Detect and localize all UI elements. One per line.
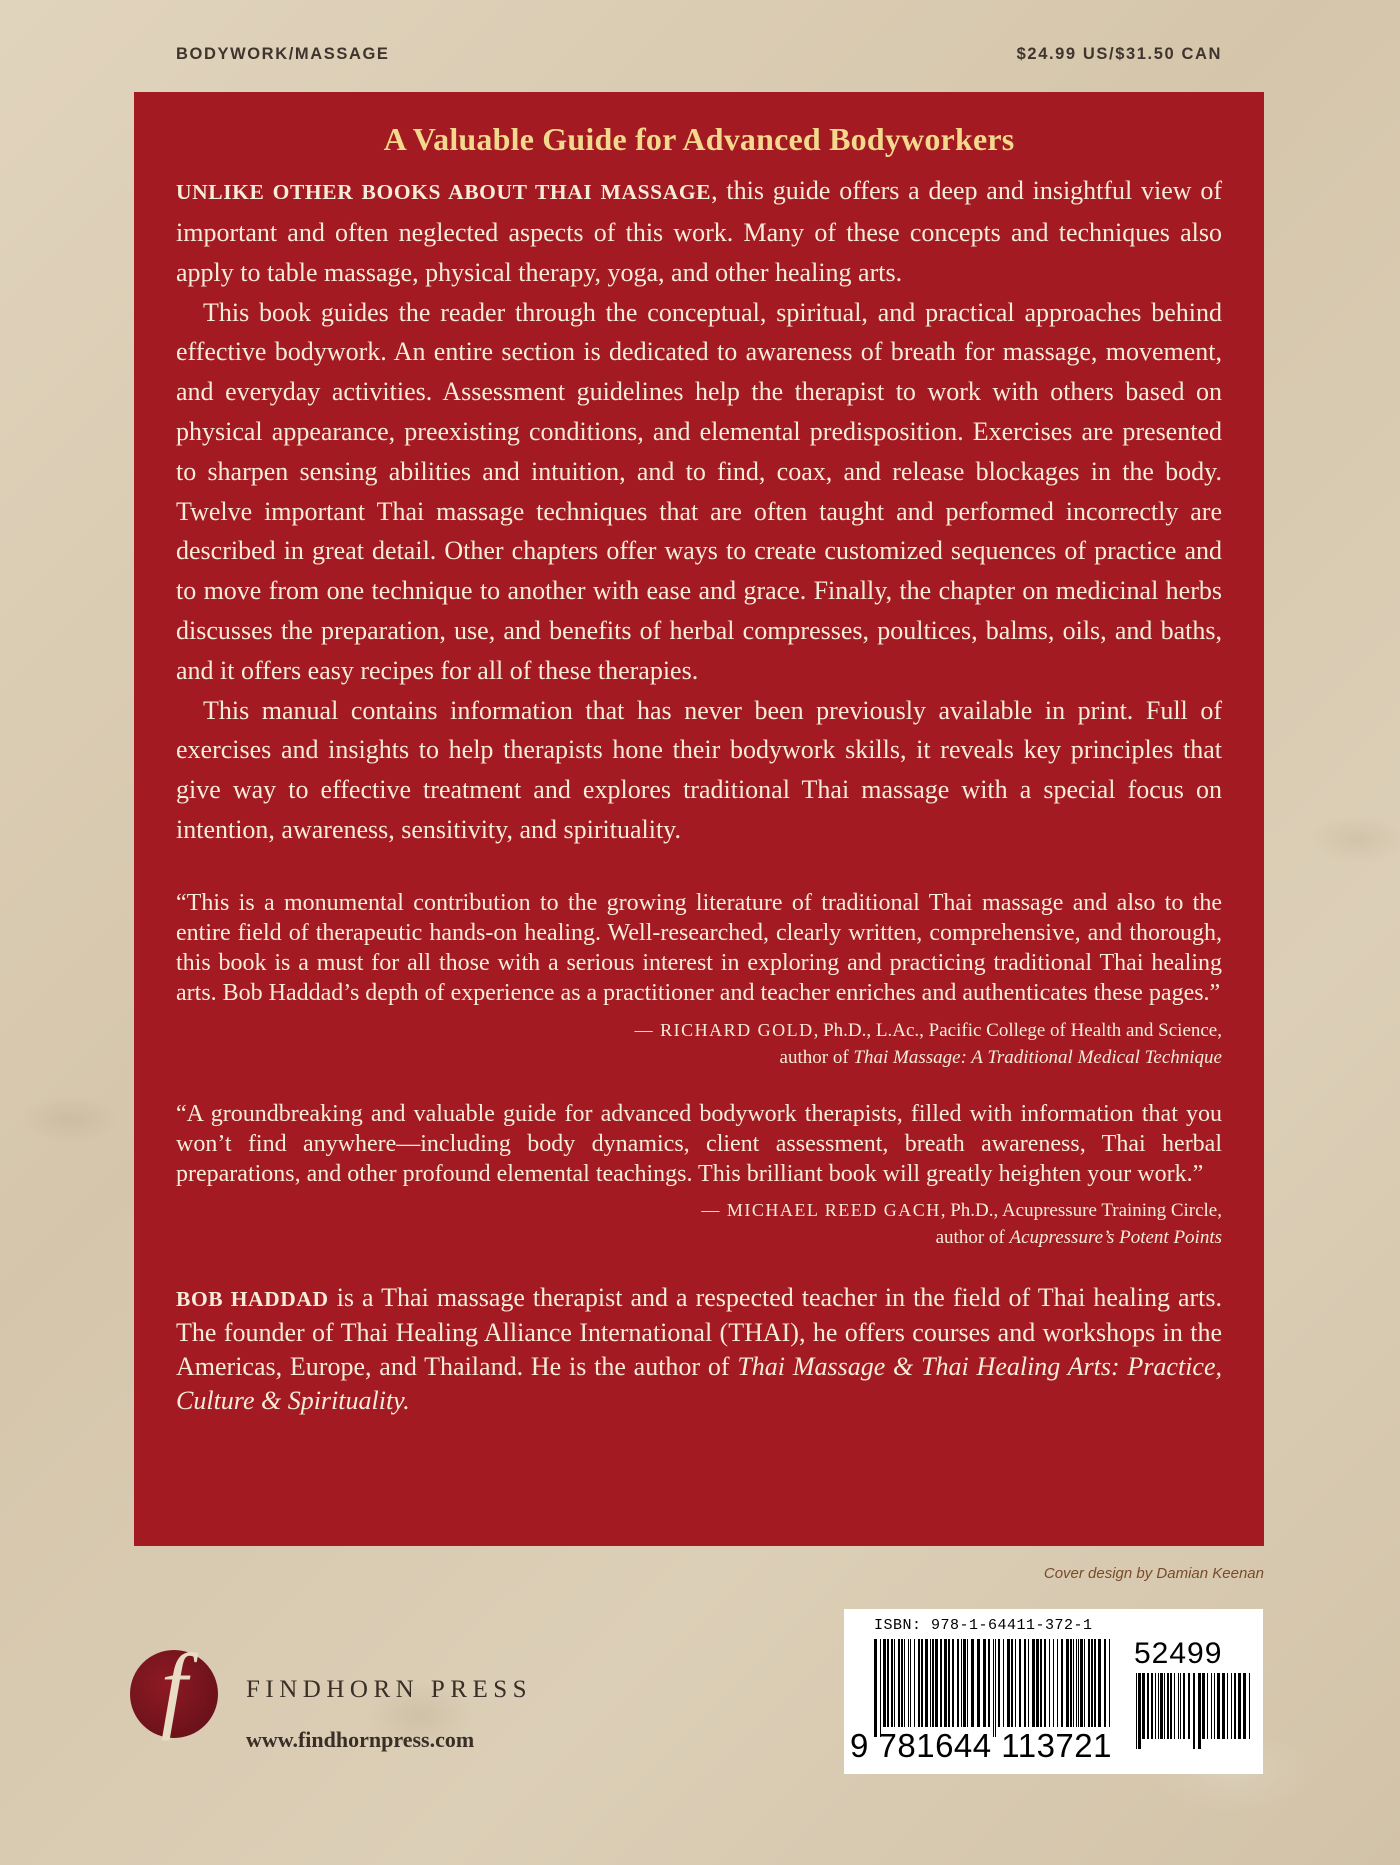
endorsement-quote-2: “A groundbreaking and valuable guide for advanced bodywork therapists, filled with information that you won’t find anywhere—including body dynamics, client assessment, breath awareness, Thai herbal preparations, and other profound elemental teachings. This brilliant book will greatly heighten your work.” <box>176 1100 1222 1187</box>
barcode-bar <box>1202 1673 1205 1739</box>
barcode-bar <box>935 1639 938 1727</box>
barcode-bar <box>1138 1673 1141 1749</box>
barcode-bar <box>1066 1639 1069 1727</box>
endorsement-attribution-1 <box>176 1017 1222 1071</box>
barcode-bar <box>993 1639 994 1737</box>
barcode-bar <box>1217 1673 1220 1739</box>
barcode-bar <box>1142 1673 1145 1739</box>
barcode-bar <box>983 1639 986 1727</box>
barcode-bar <box>1207 1673 1208 1739</box>
cover-design-credit: Cover design by Damian Keenan <box>1043 1565 1264 1582</box>
barcode-bar <box>1057 1639 1058 1727</box>
barcode-bar <box>1044 1639 1046 1727</box>
barcode-bar <box>921 1639 923 1727</box>
barcode-bar <box>1249 1673 1250 1739</box>
barcode-bar <box>971 1639 974 1727</box>
barcode-bar <box>883 1639 886 1727</box>
barcode-bar <box>1222 1673 1225 1739</box>
barcode-bar <box>1007 1639 1010 1727</box>
logo-letter: f <box>160 1634 188 1741</box>
barcode-bar <box>1104 1639 1106 1727</box>
barcode-bar <box>1238 1673 1241 1739</box>
barcode-bar <box>1160 1673 1163 1739</box>
barcode-bar <box>1211 1673 1212 1739</box>
barcode-bar <box>1011 1639 1013 1727</box>
barcode-bar <box>1024 1639 1026 1727</box>
publisher-name: FINDHORN PRESS <box>246 1676 533 1703</box>
barcode-bar <box>944 1639 947 1727</box>
barcode-bar <box>1032 1639 1035 1727</box>
barcode-bar <box>1243 1673 1246 1739</box>
barcode-bar <box>1078 1639 1079 1727</box>
barcode-bar <box>1158 1673 1159 1739</box>
description-paragraph-3: This manual contains information that has never been previously available in print. Full of exercises and insights to help therapists hone their bodywork skills, it reveals key principles that give way to effective treatment and explores traditional Thai massage with a special focus on intention, awareness, sensitivity, and spirituality. <box>176 695 1222 844</box>
description-panel <box>134 92 1264 1546</box>
isbn-barcode <box>844 1609 1263 1774</box>
barcode-bar <box>1098 1639 1101 1727</box>
barcode-bar <box>1028 1639 1029 1727</box>
barcode-bar <box>1231 1673 1232 1739</box>
barcode-bar <box>1183 1673 1185 1739</box>
barcode-bar <box>1053 1639 1054 1727</box>
barcode-bar <box>1036 1639 1039 1727</box>
barcode-bar <box>1003 1639 1004 1727</box>
findhorn-logo-icon <box>130 1634 218 1741</box>
author-bio-text: is a Thai massage therapist and a respected teacher in the field of Thai healing arts. The founder of Thai Healing Alliance International (THAI), he offers courses and workshops in the Americas, Europe, and Thailand. He is the author of <box>176 1283 1223 1382</box>
barcode-bar <box>918 1639 920 1727</box>
author-of-label-2: author of <box>935 1227 1010 1249</box>
barcode-bar <box>1147 1673 1149 1739</box>
description-paragraph-2: This book guides the reader through the conceptual, spiritual, and practical approaches behind effective bodywork. An entire section is dedicated to awareness of breath for massage, movement, and everyday activities. Assessment guidelines help the therapist to work with others based on physical appearance, preexisting conditions, and elemental predisposition. Exercises are presented to sharpen sensing abilities and intuition, and to find, coax, and release blockages in the body. Twelve important Thai massage techniques that are often taught and performed incorrectly are described in great detail. Other chapters offer ways to create customized sequences of practice and to move from one technique to another with ease and grace. Finally, the chapter on medicinal herbs discusses the preparation, use, and benefits of herbal compresses, poultices, balms, oils, and baths, and it offers easy recipes for all of these therapies. <box>176 297 1222 685</box>
barcode-bar <box>952 1639 954 1727</box>
barcode-bar <box>1070 1639 1072 1727</box>
endorser-book-1: Thai Massage: A Traditional Medical Technique <box>853 1046 1222 1068</box>
barcode-bar <box>891 1639 893 1727</box>
barcode-bar <box>894 1639 895 1727</box>
barcode-bar <box>1214 1673 1215 1739</box>
panel-headline: A Valuable Guide for Advanced Bodyworkers <box>383 121 1015 157</box>
barcode-bar <box>1061 1639 1063 1727</box>
barcode-bar <box>1164 1673 1165 1739</box>
barcode-bar <box>1084 1639 1085 1727</box>
barcode-bar <box>1088 1639 1090 1727</box>
barcode-bar <box>1188 1673 1190 1739</box>
barcode-bar <box>957 1639 959 1727</box>
barcode-bar <box>1019 1639 1021 1727</box>
endorsement-attribution-2 <box>176 1197 1222 1251</box>
barcode-bar <box>948 1639 950 1727</box>
endorser-name-2: — MICHAEL REED GACH <box>701 1200 941 1221</box>
barcode-bar <box>898 1639 900 1727</box>
barcode-bar <box>963 1639 966 1727</box>
barcode-bar <box>940 1639 942 1727</box>
author-book-title: Thai Massage & Thai Healing Arts: Practice, Culture & Spirituality. <box>176 1352 1222 1416</box>
barcode-bar <box>930 1639 931 1727</box>
category-label: BODYWORK/MASSAGE <box>176 44 390 63</box>
barcode-bar <box>1094 1639 1096 1727</box>
cover-top-bar <box>176 42 1222 66</box>
barcode-bar <box>998 1639 1000 1727</box>
barcode-bar <box>1227 1673 1228 1739</box>
author-of-label-1: author of <box>779 1046 854 1068</box>
endorser-credentials-2: , Ph.D., Acupressure Training Circle, <box>940 1200 1222 1222</box>
barcode-bar <box>932 1639 934 1727</box>
endorser-credentials-1: , Ph.D., L.Ac., Pacific College of Health and Science, <box>813 1019 1222 1041</box>
barcode-bar <box>961 1639 962 1727</box>
barcode-bar <box>988 1639 990 1727</box>
barcode-bar <box>1136 1673 1137 1749</box>
barcode-bar <box>967 1639 968 1727</box>
barcode-bar <box>1080 1639 1083 1727</box>
barcode-bar <box>1151 1673 1153 1739</box>
endorser-name-1: — RICHARD GOLD <box>634 1019 814 1040</box>
description-body <box>176 171 1222 850</box>
barcode-bar <box>880 1639 881 1737</box>
barcode-bar <box>1015 1639 1016 1727</box>
barcode-bar <box>977 1639 980 1727</box>
price-label: $24.99 US/$31.50 CAN <box>1016 44 1222 63</box>
barcode-bar <box>1180 1673 1181 1739</box>
barcode-bar <box>914 1639 915 1727</box>
author-name: BOB HADDAD <box>176 1287 329 1312</box>
barcode-bar <box>1076 1639 1077 1727</box>
barcode-bar <box>1073 1639 1074 1727</box>
barcode-bar <box>887 1639 889 1727</box>
paragraph-1-text: , this guide offers a deep and insightful view of important and often neglected aspects of this work. Many of these concepts and techniques also apply to table massage, physical therapy, yoga, and other healing arts. <box>176 176 1222 287</box>
barcode-digits: 9 781644 113721 <box>850 1727 1112 1764</box>
barcode-bar <box>1234 1673 1236 1739</box>
barcode-bar <box>1049 1639 1050 1727</box>
barcode-bar <box>1178 1673 1179 1739</box>
barcode-bar <box>1193 1673 1195 1749</box>
endorser-book-2: Acupressure’s Potent Points <box>1009 1227 1222 1249</box>
barcode-bar <box>874 1639 877 1737</box>
barcode-bar <box>904 1639 905 1727</box>
barcode-bar <box>1167 1673 1169 1739</box>
barcode-bar <box>1198 1673 1201 1749</box>
isbn-label: ISBN: 978-1-64411-372-1 <box>874 1617 1093 1634</box>
barcode-bar <box>1174 1673 1175 1739</box>
description-paragraph-1 <box>176 171 1222 292</box>
lead-in-caps: UNLIKE OTHER BOOKS ABOUT THAI MASSAGE <box>176 180 712 205</box>
barcode-bar <box>908 1639 909 1727</box>
publisher-website[interactable]: www.findhornpress.com <box>246 1727 475 1752</box>
barcode-bar <box>925 1639 928 1727</box>
endorsement-quote-1: “This is a monumental contribution to the growing literature of traditional Thai massage and also to the entire field of therapeutic hands-on healing. Well-researched, clearly written, comprehensive, and thorough, this book is a must for all those with a serious interest in exploring and practicing traditional Thai healing arts. Bob Haddad’s depth of experience as a practitioner and teacher enriches and authenticates these pages.” <box>176 889 1222 1007</box>
barcode-bar <box>1040 1639 1042 1727</box>
barcode-bar <box>910 1639 911 1727</box>
barcode-bar <box>1170 1673 1172 1739</box>
author-bio <box>176 1281 1222 1418</box>
barcode-bar <box>995 1639 996 1737</box>
barcode-bar <box>1109 1639 1110 1727</box>
barcode-bar <box>901 1639 903 1727</box>
barcode-bar <box>1091 1639 1093 1727</box>
price-code: 52499 <box>1134 1637 1223 1670</box>
barcode-bar <box>1155 1673 1156 1739</box>
